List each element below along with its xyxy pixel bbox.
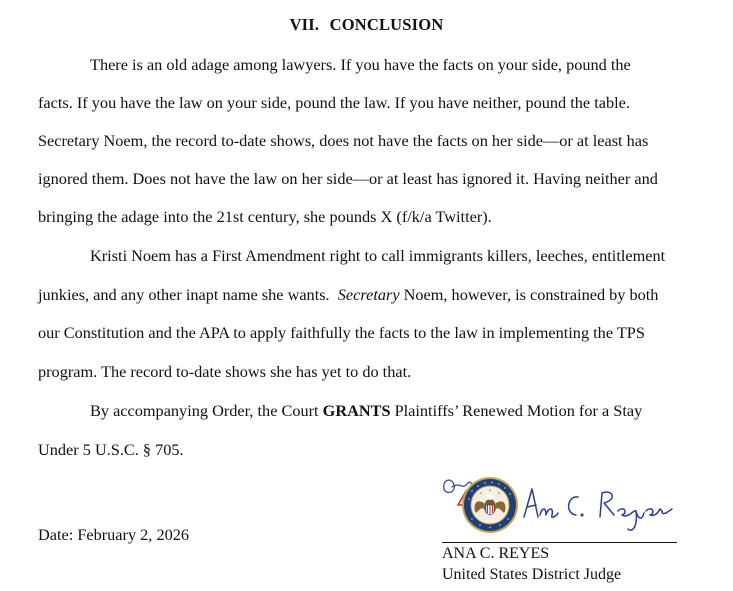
paragraph-2-line-2-start: junkies, and any other inapt name she wants. xyxy=(38,285,338,304)
paragraph-1-line-4: ignored them. Does not have the law on her side—or at least has ignored it. Having neither and xyxy=(38,169,658,188)
paragraph-1-line-5: bringing the adage into the 21st century, she pounds X (f/k/a Twitter). xyxy=(38,207,492,226)
grants-bold: GRANTS xyxy=(322,401,391,420)
signature-svg xyxy=(432,467,692,539)
date-line: Date: February 2, 2026 xyxy=(38,525,190,544)
paragraph-2-line-2-end: Noem, however, is constrained by both xyxy=(399,285,659,304)
paragraph-3-start: By accompanying Order, the Court xyxy=(90,401,323,420)
paragraph-3-end: Plaintiffs’ Renewed Motion for a Stay xyxy=(390,401,643,420)
secretary-italic: Secretary xyxy=(337,285,400,304)
section-title: CONCLUSION xyxy=(329,15,444,34)
paragraph-1-line-3: Secretary Noem, the record to-date shows, does not have the facts on her side—or at least has xyxy=(38,131,649,150)
judge-title: United States District Judge xyxy=(442,566,622,583)
handwritten-signature xyxy=(524,489,672,530)
section-heading xyxy=(0,15,733,35)
paragraph-2-line-4: program. The record to-date shows she has yet to do that. xyxy=(38,362,412,381)
court-seal-icon xyxy=(462,477,518,533)
paragraph-2-line-1: Kristi Noem has a First Amendment right to call immigrants killers, leeches, entitlement xyxy=(90,246,666,265)
paragraph-3-line-1 xyxy=(90,401,642,421)
paragraph-1-line-1: There is an old adage among lawyers. If you have the facts on your side, pound the xyxy=(90,55,631,74)
section-number: VII. xyxy=(289,15,320,34)
paragraph-2-line-3: our Constitution and the APA to apply faithfully the facts to the law in implementing the TPS xyxy=(38,323,645,342)
judge-name: ANA C. REYES xyxy=(442,545,550,562)
signature-line xyxy=(442,542,677,543)
paragraph-2-line-2 xyxy=(38,285,658,305)
paragraph-3-line-2: Under 5 U.S.C. § 705. xyxy=(38,440,184,459)
paragraph-1-line-2: facts. If you have the law on your side, pound the law. If you have neither, pound the table. xyxy=(38,93,630,112)
signature-block-graphic xyxy=(432,467,692,539)
